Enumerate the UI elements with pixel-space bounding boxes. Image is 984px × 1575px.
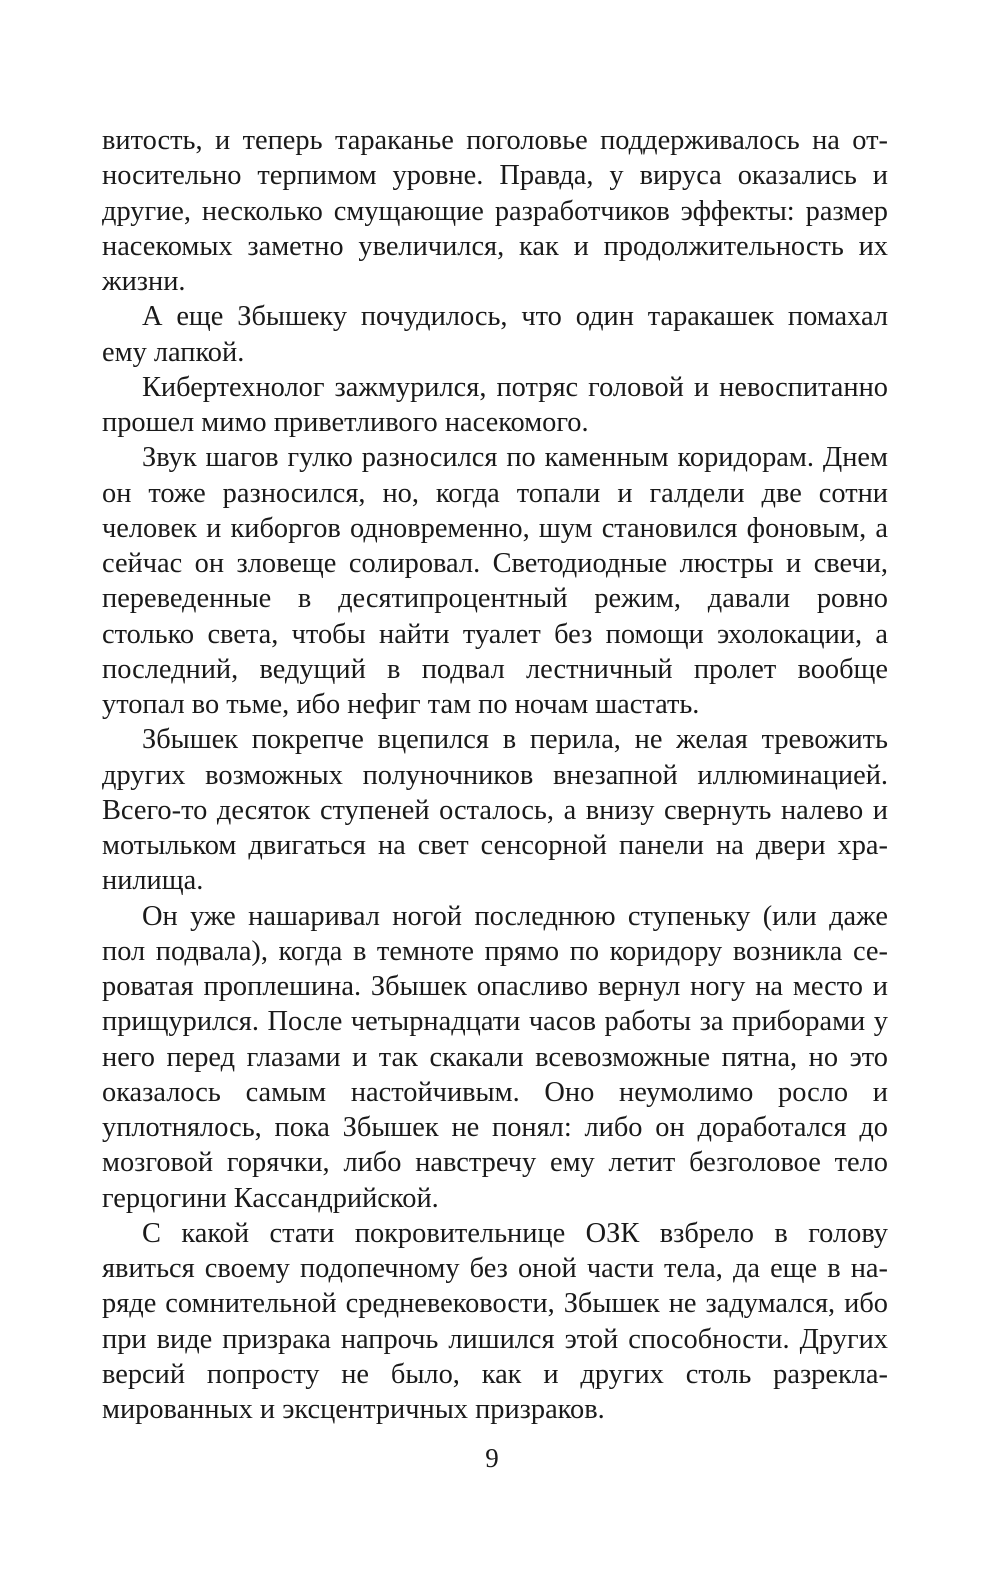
paragraph: Он уже нашаривал ногой последнюю ступеньку (или даже пол подвала), когда в темноте прямо по коридору возникла сероватая проплешина. Збышек опасливо вернул ногу на место и прищурился. После четырнадцати часов работы за приборами у него перед глазами и так скакали всевозможные пятна, но это оказалось самым настойчивым. Оно неумолимо росло и уплотнялось, пока Збышек не понял: либо он доработался до мозговой горячки, либо навстречу ему летит безголовое тело герцогини Кассандрийской.: [102, 900, 888, 1214]
page-number: 9: [485, 1443, 499, 1473]
paragraph: С какой стати покровительнице ОЗК взбрело в голову явиться своему подопечному без оной части тела, да еще в наряде сомнительной средневековости, Збышек не задумался, ибо при виде призрака напрочь лишился этой способности. Других версий попросту не было, как и других столь разрекламированных и эксцентричных призраков.: [102, 1217, 888, 1425]
paragraph: Звук шагов гулко разносился по каменным коридорам. Днем он тоже разносился, но, когда топали и галдели две сотни человек и киборгов одновременно, шум становился фоновым, а сейчас он зловеще солировал. Светодиодные люстры и свечи, переведенные в десятипроцентный режим, давали ровно столько света, чтобы найти туалет без помощи эхолокации, а последний, ведущий в подвал лестничный пролет вообще утопал во тьме, ибо нефиг там по ночам шастать.: [102, 442, 888, 720]
paragraph: Кибертехнолог зажмурился, потряс головой и невоспитанно прошел мимо приветливого насекомого.: [102, 371, 888, 438]
body-text: [102, 123, 888, 1427]
paragraph: Збышек покрепче вцепился в перила, не желая тревожить других возможных полуночников внезапной иллюминацией. Всего-то десяток ступеней осталось, а внизу свернуть налево и мотыльком двигаться на свет сенсорной панели на двери хранилища.: [102, 724, 888, 897]
paragraph: А еще Збышеку почудилось, что один таракашек помахал ему лапкой.: [102, 301, 888, 368]
paragraph-continuation: витость, и теперь тараканье поголовье поддерживалось на относительно терпимом уровне. Правда, у вируса оказались и другие, несколько смущающие разработчиков эффекты: размер насекомых заметно увеличился, как и продолжительность их жизни.: [102, 125, 888, 297]
